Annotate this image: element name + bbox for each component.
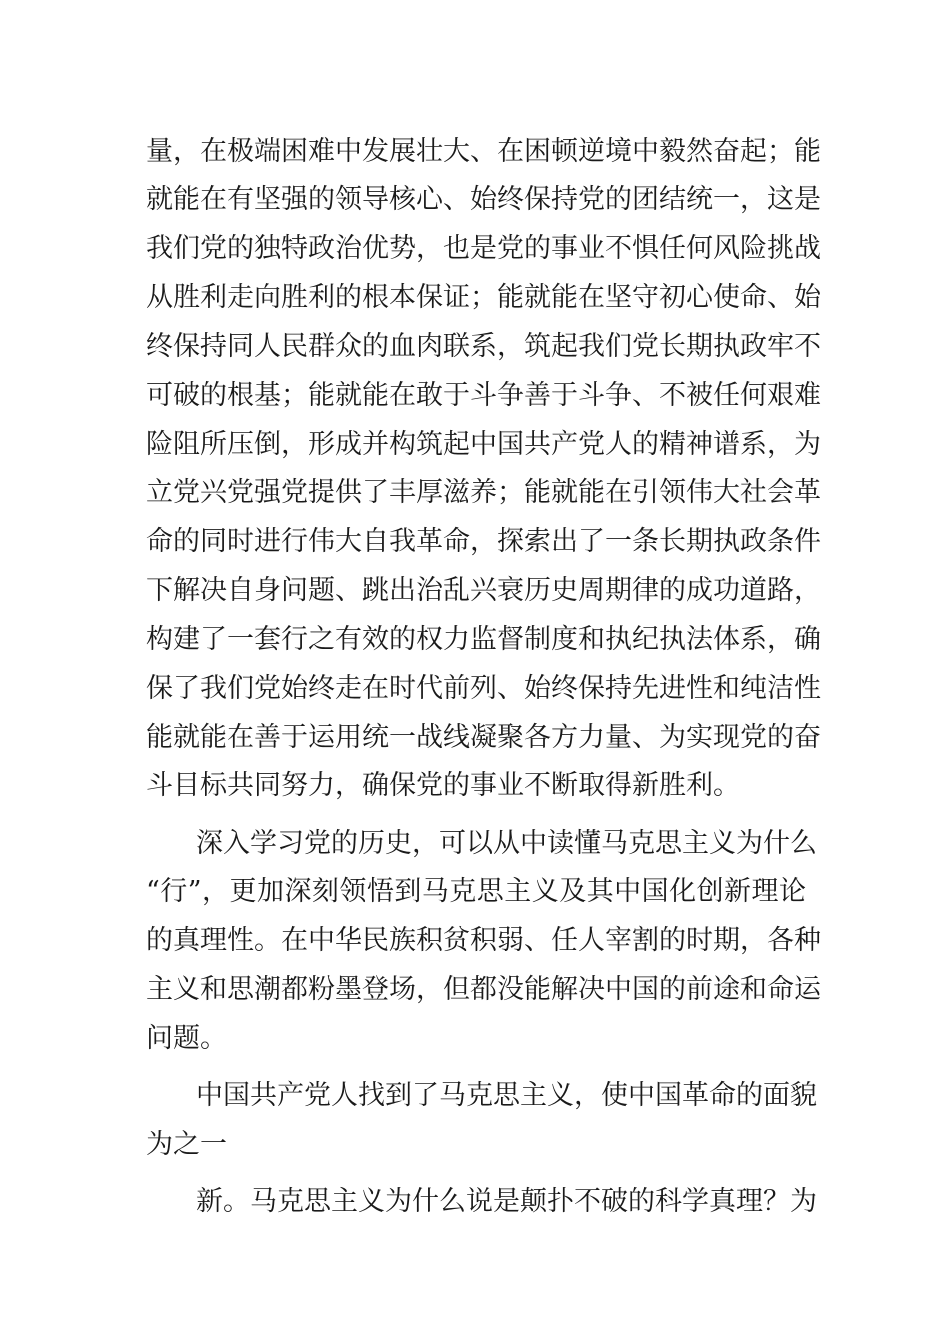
text-line: 就能在有坚强的领导核心、始终保持党的团结统一，这是 [146,184,821,215]
text-line: 终保持同人民群众的血肉联系，筑起我们党长期执政牢不 [146,331,821,362]
text-line: 能就能在善于运用统一战线凝聚各方力量、为实现党的奋 [146,722,821,753]
text-line: 命的同时进行伟大自我革命，探索出了一条长期执政条件 [146,526,821,557]
text-line: 中国共产党人找到了马克思主义，使中国革命的面貌 [196,1080,817,1111]
text-line: 下解决自身问题、跳出治乱兴衰历史周期律的成功道路， [146,575,821,606]
text-line: 保了我们党始终走在时代前列、始终保持先进性和纯洁性 [146,673,821,704]
text-line: 立党兴党强党提供了丰厚滋养；能就能在引领伟大社会革 [146,477,821,508]
text-line: 为之一 [146,1129,227,1160]
text-line: 险阻所压倒，形成并构筑起中国共产党人的精神谱系，为 [146,429,821,460]
text-line: 量，在极端困难中发展壮大、在困顿逆境中毅然奋起；能 [146,136,821,167]
text-line: 从胜利走向胜利的根本保证；能就能在坚守初心使命、始 [146,282,821,313]
text-line: “行”，更加深刻领悟到马克思主义及其中国化创新理论 [146,876,806,907]
text-line: 我们党的独特政治优势，也是党的事业不惧任何风险挑战 [146,233,821,264]
text-line: 主义和思潮都粉墨登场，但都没能解决中国的前途和命运 [146,974,821,1005]
text-line: 斗目标共同努力，确保党的事业不断取得新胜利。 [146,770,740,801]
text-line: 问题。 [146,1023,227,1054]
text-line: 新。马克思主义为什么说是颠扑不破的科学真理？为 [196,1186,817,1217]
text-line: 深入学习党的历史，可以从中读懂马克思主义为什么 [196,828,817,859]
text-line: 的真理性。在中华民族积贫积弱、任人宰割的时期，各种 [146,925,821,956]
text-line: 可破的根基；能就能在敢于斗争善于斗争、不被任何艰难 [146,380,821,411]
text-line: 构建了一套行之有效的权力监督制度和执纪执法体系，确 [146,624,821,655]
